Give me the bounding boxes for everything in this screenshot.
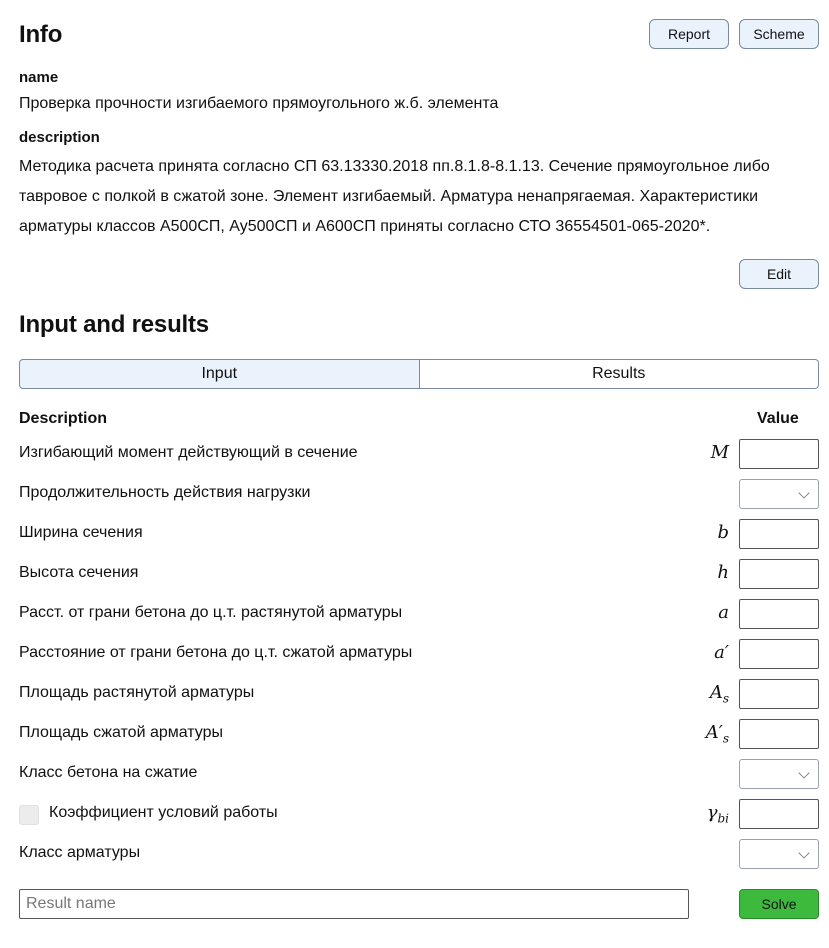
param-row <box>19 639 819 669</box>
param-row <box>19 559 819 589</box>
param-label: Площадь сжатой арматуры <box>19 724 224 741</box>
param-label: Изгибающий момент действующий в сечение <box>19 444 358 461</box>
param-label: Расст. от грани бетона до ц.т. растянутой арматуры <box>19 604 403 621</box>
param-input[interactable] <box>739 559 819 589</box>
tab-results[interactable]: Results <box>420 359 820 389</box>
chevron-down-icon <box>798 847 809 858</box>
param-symbol-base: b <box>717 522 729 543</box>
param-symbol <box>710 682 729 706</box>
param-select[interactable] <box>739 839 819 869</box>
param-checkbox[interactable] <box>19 805 39 825</box>
param-input[interactable] <box>739 679 819 709</box>
tab-input[interactable]: Input <box>19 359 420 389</box>
param-symbol-base: M <box>710 442 729 463</box>
param-input[interactable] <box>739 439 819 469</box>
scheme-button[interactable]: Scheme <box>739 19 819 49</box>
param-label: Расстояние от грани бетона до ц.т. сжатой арматуры <box>19 644 413 661</box>
param-row <box>19 759 819 789</box>
param-label: Высота сечения <box>19 564 139 581</box>
param-symbol-prime: ′ <box>724 642 729 663</box>
param-symbol-base: h <box>717 562 729 583</box>
param-row <box>19 479 819 509</box>
param-row <box>19 679 819 709</box>
result-name-input[interactable] <box>19 889 689 919</box>
param-select[interactable] <box>739 479 819 509</box>
param-symbol-base: a <box>718 602 729 623</box>
col-value-header: Value <box>757 410 799 427</box>
info-title: Info <box>19 21 63 48</box>
edit-button[interactable]: Edit <box>739 259 819 289</box>
param-select[interactable] <box>739 759 819 789</box>
param-label: Продолжительность действия нагрузки <box>19 484 311 501</box>
param-input[interactable] <box>739 519 819 549</box>
param-label: Ширина сечения <box>19 524 143 541</box>
param-symbol-sub: s <box>722 691 729 706</box>
param-symbol <box>714 642 729 663</box>
param-row <box>19 519 819 549</box>
solve-button[interactable]: Solve <box>739 889 819 919</box>
description-value: Методика расчета принята согласно СП 63.13330.2018 пп.8.1.8-8.1.13. Сечение прямоугольное либо тавровое с полкой в сжатой зоне. Элемент изгибаемый. Арматура ненапрягаемая. Характеристики арматуры классов А500СП, Ау500СП и А600СП приняты согласно СТО 36554501-065-2020*. <box>19 158 770 235</box>
param-symbol-sub: bi <box>717 811 729 826</box>
param-symbol-base: a <box>714 642 725 663</box>
param-symbol <box>707 802 729 826</box>
param-label: Коэффициент условий работы <box>49 804 278 821</box>
chevron-down-icon <box>798 487 809 498</box>
param-symbol-base: γ <box>706 802 718 823</box>
input-results-title: Input and results <box>19 311 209 338</box>
param-label: Класс арматуры <box>19 844 141 861</box>
param-row <box>19 599 819 629</box>
param-row <box>19 439 819 469</box>
col-description-header: Description <box>19 410 108 427</box>
param-symbol <box>711 442 729 463</box>
description-label: description <box>19 129 100 146</box>
report-button[interactable]: Report <box>649 19 729 49</box>
param-symbol-prime: ′ <box>718 722 723 743</box>
param-input[interactable] <box>739 719 819 749</box>
param-symbol <box>717 562 729 583</box>
param-row <box>19 839 819 869</box>
param-symbol-sub: s <box>722 731 729 746</box>
name-label: name <box>19 69 59 86</box>
param-input[interactable] <box>739 799 819 829</box>
param-input[interactable] <box>739 599 819 629</box>
param-symbol <box>706 722 729 746</box>
param-input[interactable] <box>739 639 819 669</box>
io-tabs <box>19 359 819 389</box>
param-symbol <box>718 602 729 623</box>
param-symbol-base: A <box>705 722 719 743</box>
param-label: Площадь растянутой арматуры <box>19 684 255 701</box>
name-value: Проверка прочности изгибаемого прямоугольного ж.б. элемента <box>19 95 499 112</box>
param-label: Класс бетона на сжатие <box>19 764 198 781</box>
param-symbol <box>717 522 729 543</box>
param-row <box>19 799 819 829</box>
chevron-down-icon <box>798 767 809 778</box>
param-symbol-base: A <box>709 682 723 703</box>
param-row <box>19 719 819 749</box>
